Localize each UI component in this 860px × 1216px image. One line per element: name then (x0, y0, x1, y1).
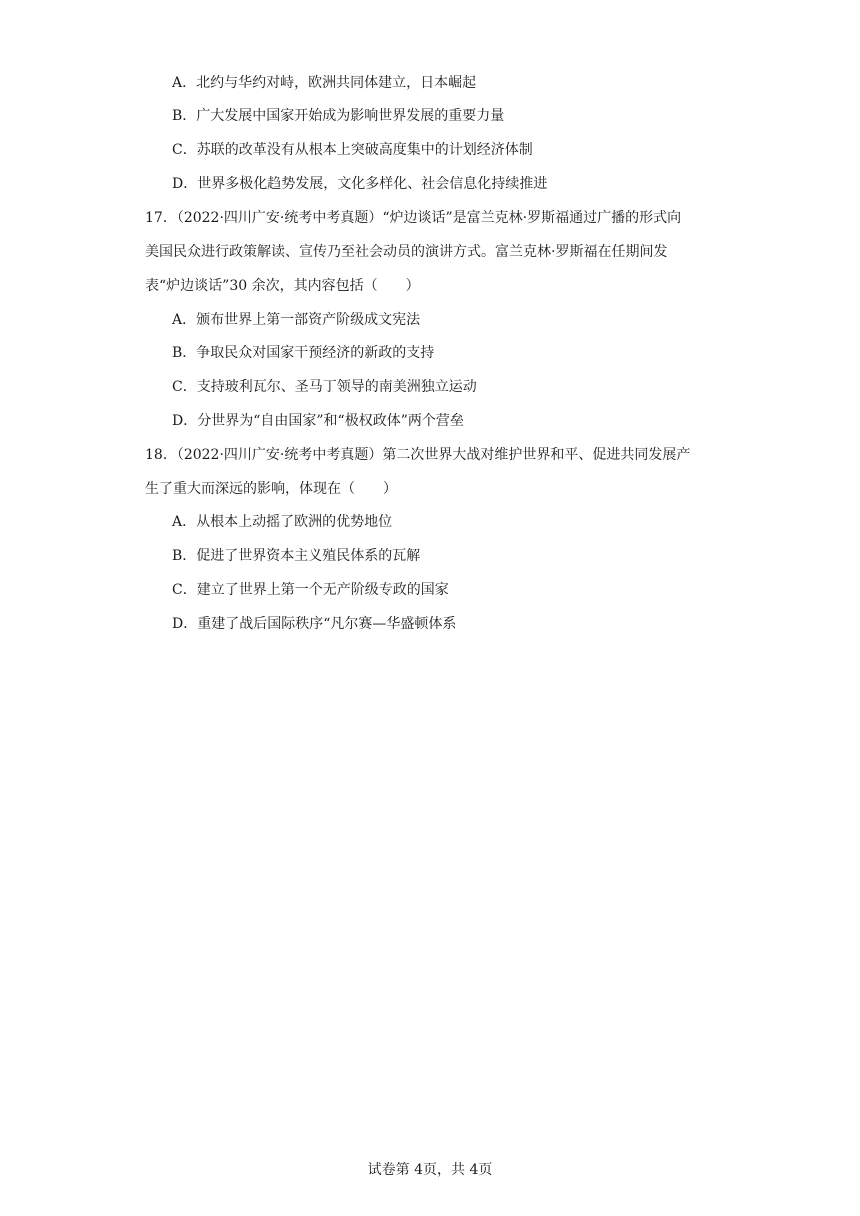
question-17-option-a: A．颁布世界上第一部资产阶级成文宪法 (172, 312, 421, 328)
question-18-option-b: B．促进了世界资本主义殖民体系的瓦解 (172, 548, 421, 564)
question-18-stem-line-2: 生了重大而深远的影响，体现在（ ） (145, 481, 397, 497)
prev-question-option-d: D．世界多极化趋势发展，文化多样化、社会信息化持续推进 (172, 176, 548, 192)
question-17-option-d: D．分世界为“自由国家”和“极权政体”两个营垒 (172, 413, 464, 429)
page-footer: 试卷第 4页，共 4页 (367, 1162, 493, 1178)
question-17-option-b: B．争取民众对国家干预经济的新政的支持 (172, 345, 435, 361)
question-17-option-c: C．支持玻利瓦尔、圣马丁领导的南美洲独立运动 (172, 379, 477, 395)
question-17-stem-line-2: 美国民众进行政策解读、宣传乃至社会动员的演讲方式。富兰克林·罗斯福在任期间发 (145, 244, 668, 260)
question-17-stem-line-1: 17．（2022·四川广安·统考中考真题）“炉边谈话”是富兰克林·罗斯福通过广播的形式向 (145, 210, 682, 226)
prev-question-option-a: A．北约与华约对峙，欧洲共同体建立，日本崛起 (172, 75, 477, 91)
question-18-option-a: A．从根本上动摇了欧洲的优势地位 (172, 514, 393, 530)
question-17-stem-line-3: 表“炉边谈话”30 余次，其内容包括（ ） (145, 278, 420, 294)
question-18-stem-line-1: 18．（2022·四川广安·统考中考真题）第二次世界大战对维护世界和平、促进共同发展产 (145, 447, 691, 463)
prev-question-option-c: C．苏联的改革没有从根本上突破高度集中的计划经济体制 (172, 142, 533, 158)
question-18-option-d: D．重建了战后国际秩序“凡尔赛—华盛顿体系 (172, 616, 457, 632)
question-18-option-c: C．建立了世界上第一个无产阶级专政的国家 (172, 582, 449, 598)
prev-question-option-b: B．广大发展中国家开始成为影响世界发展的重要力量 (172, 108, 505, 124)
